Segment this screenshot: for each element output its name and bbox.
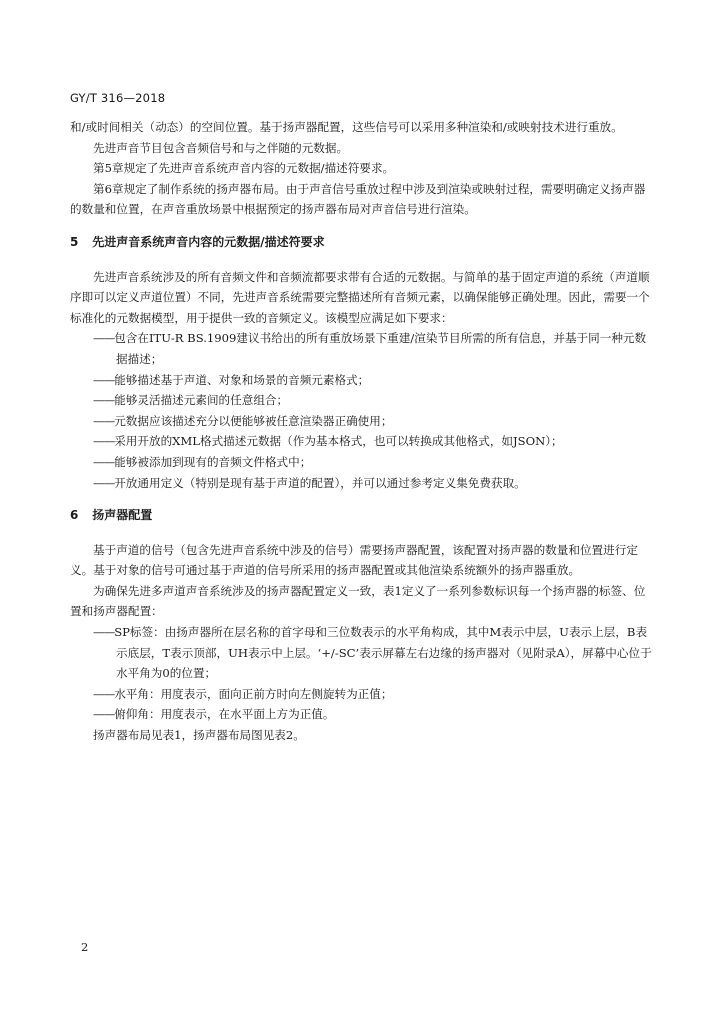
intro-paragraph: 第6章规定了制作系统的扬声器布局。由于声音信号重放过程中涉及到渲染或映射过程，需要明确定义扬声器的数量和位置，在声音重放场景中根据预定的扬声器布局对声音信号进行渲染。 — [70, 181, 646, 217]
section-6-heading — [70, 505, 655, 526]
list-item: ——水平角：用度表示，面向正前方时向左侧旋转为正值； — [93, 686, 393, 701]
list-item: ——SP标签：由扬声器所在层名称的首字母和三位数表示的水平角构成，其中M表示中层，U表示上层，B表示底层，T表示顶部，UH表示中上层。‘+/-SC’表示屏幕左右边缘的扬声器对（见附录A），屏幕中心位于水平角为0的位置； — [93, 625, 652, 681]
section-number: 6 — [70, 508, 79, 523]
standard-code-header: GY/T 316—2018 — [70, 91, 166, 105]
section-number: 5 — [70, 234, 79, 249]
intro-paragraph: 先进声音节目包含音频信号和与之伴随的元数据。 — [93, 140, 349, 155]
list-item: ——俯仰角：用度表示，在水平面上方为正值。 — [93, 707, 335, 722]
section-6-closing: 扬声器布局见表1，扬声器布局图见表2。 — [93, 728, 305, 743]
page-number: 2 — [81, 940, 89, 954]
section-title: 先进声音系统声音内容的元数据/描述符要求 — [92, 234, 325, 249]
section-6-paragraph: 基于声道的信号（包含先进声音系统中涉及的信号）需要扬声器配置，该配置对扬声器的数量和位置进行定义。基于对象的信号可通过基于声道的信号所采用的扬声器配置或其他渲染系统额外的扬声器重放。 — [70, 542, 638, 578]
list-item: ——采用开放的XML格式描述元数据（作为基本格式，也可以转换成其他格式，如JSON）； — [93, 434, 563, 449]
list-item: ——能够灵活描述元素间的任意组合； — [93, 393, 289, 408]
section-title: 扬声器配置 — [92, 508, 153, 523]
list-item: ——开放通用定义（特别是现有基于声道的配置），并可以通过参考定义集免费获取。 — [93, 475, 526, 490]
section-5-heading — [70, 232, 655, 253]
list-item: ——包含在ITU-R BS.1909建议书给出的所有重放场景下重建/渲染节目所需的所有信息，并基于同一种元数据描述； — [93, 331, 647, 366]
intro-paragraph: 第5章规定了先进声音系统声音内容的元数据/描述符要求。 — [93, 161, 395, 176]
section-6-paragraph: 为确保先进多声道声音系统涉及的扬声器配置定义一致，表1定义了一系列参数标识每一个扬声器的标签、位置和扬声器配置： — [70, 583, 646, 619]
list-item: ——能够被添加到现有的音频文件格式中； — [93, 454, 312, 469]
list-item: ——能够描述基于声道、对象和场景的音频元素格式； — [93, 372, 370, 387]
section-5-intro: 先进声音系统涉及的所有音频文件和音频流都要求带有合适的元数据。与简单的基于固定声道的系统（声道顺序即可以定义声道位置）不同，先进声音系统需要完整描述所有音频元素，以确保能够正确处理。因此，需要一个标准化的元数据模型，用于提供一致的音频定义。该模型应满足如下要求： — [70, 269, 650, 325]
document-body — [70, 117, 655, 746]
list-item: ——元数据应该描述充分以便能够被任意渲染器正确使用； — [93, 413, 393, 428]
intro-paragraph-continued: 和/或时间相关（动态）的空间位置。基于扬声器配置，这些信号可以采用多种渲染和/或映射技术进行重放。 — [70, 120, 623, 134]
